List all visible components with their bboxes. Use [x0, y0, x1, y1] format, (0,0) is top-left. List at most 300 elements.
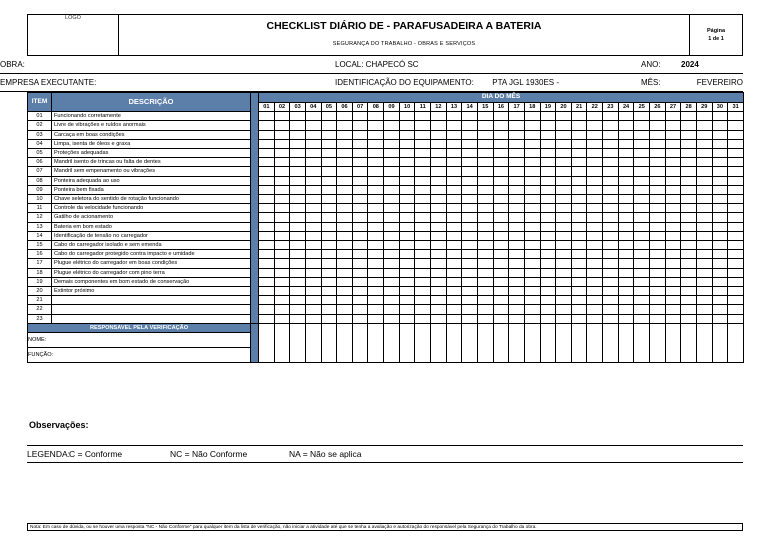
- day-check-cell[interactable]: [650, 121, 666, 130]
- day-check-cell[interactable]: [634, 121, 650, 130]
- day-check-cell[interactable]: [493, 222, 509, 231]
- day-check-cell[interactable]: [493, 259, 509, 268]
- day-check-cell[interactable]: [665, 314, 681, 323]
- day-check-cell[interactable]: [259, 250, 275, 259]
- day-check-cell[interactable]: [571, 204, 587, 213]
- day-check-cell[interactable]: [384, 176, 400, 185]
- day-check-cell[interactable]: [587, 204, 603, 213]
- day-check-cell[interactable]: [509, 176, 525, 185]
- day-check-cell[interactable]: [446, 130, 462, 139]
- day-check-cell[interactable]: [509, 305, 525, 314]
- day-check-cell[interactable]: [696, 158, 712, 167]
- day-check-cell[interactable]: [352, 149, 368, 158]
- day-check-cell[interactable]: [634, 139, 650, 148]
- day-check-cell[interactable]: [571, 296, 587, 305]
- day-check-cell[interactable]: [493, 130, 509, 139]
- day-signature-cell[interactable]: [431, 323, 447, 362]
- day-check-cell[interactable]: [399, 259, 415, 268]
- day-check-cell[interactable]: [477, 139, 493, 148]
- day-check-cell[interactable]: [712, 204, 728, 213]
- day-check-cell[interactable]: [650, 268, 666, 277]
- day-check-cell[interactable]: [681, 185, 697, 194]
- day-check-cell[interactable]: [587, 231, 603, 240]
- day-check-cell[interactable]: [556, 305, 572, 314]
- day-check-cell[interactable]: [337, 277, 353, 286]
- day-signature-cell[interactable]: [290, 323, 306, 362]
- day-check-cell[interactable]: [556, 176, 572, 185]
- day-check-cell[interactable]: [477, 130, 493, 139]
- day-check-cell[interactable]: [415, 287, 431, 296]
- day-check-cell[interactable]: [618, 167, 634, 176]
- day-check-cell[interactable]: [665, 287, 681, 296]
- day-check-cell[interactable]: [259, 195, 275, 204]
- day-check-cell[interactable]: [274, 149, 290, 158]
- day-check-cell[interactable]: [618, 130, 634, 139]
- day-check-cell[interactable]: [415, 185, 431, 194]
- day-check-cell[interactable]: [665, 158, 681, 167]
- day-check-cell[interactable]: [509, 314, 525, 323]
- day-signature-cell[interactable]: [509, 323, 525, 362]
- day-check-cell[interactable]: [603, 195, 619, 204]
- day-check-cell[interactable]: [728, 149, 744, 158]
- day-check-cell[interactable]: [305, 139, 321, 148]
- day-signature-cell[interactable]: [540, 323, 556, 362]
- day-check-cell[interactable]: [587, 250, 603, 259]
- day-check-cell[interactable]: [493, 158, 509, 167]
- day-check-cell[interactable]: [462, 314, 478, 323]
- day-check-cell[interactable]: [305, 314, 321, 323]
- day-check-cell[interactable]: [650, 250, 666, 259]
- day-check-cell[interactable]: [509, 204, 525, 213]
- day-check-cell[interactable]: [337, 121, 353, 130]
- day-check-cell[interactable]: [274, 305, 290, 314]
- day-check-cell[interactable]: [384, 250, 400, 259]
- day-check-cell[interactable]: [462, 149, 478, 158]
- day-check-cell[interactable]: [399, 176, 415, 185]
- day-check-cell[interactable]: [477, 112, 493, 121]
- day-check-cell[interactable]: [556, 241, 572, 250]
- day-check-cell[interactable]: [477, 158, 493, 167]
- day-check-cell[interactable]: [290, 139, 306, 148]
- day-check-cell[interactable]: [259, 121, 275, 130]
- day-check-cell[interactable]: [384, 112, 400, 121]
- day-check-cell[interactable]: [321, 296, 337, 305]
- day-check-cell[interactable]: [352, 314, 368, 323]
- day-check-cell[interactable]: [446, 167, 462, 176]
- day-check-cell[interactable]: [274, 231, 290, 240]
- day-check-cell[interactable]: [274, 121, 290, 130]
- day-check-cell[interactable]: [384, 222, 400, 231]
- day-check-cell[interactable]: [728, 277, 744, 286]
- day-check-cell[interactable]: [305, 305, 321, 314]
- day-check-cell[interactable]: [603, 139, 619, 148]
- day-check-cell[interactable]: [634, 195, 650, 204]
- day-check-cell[interactable]: [477, 231, 493, 240]
- day-check-cell[interactable]: [446, 222, 462, 231]
- day-check-cell[interactable]: [337, 241, 353, 250]
- day-check-cell[interactable]: [712, 158, 728, 167]
- day-check-cell[interactable]: [509, 287, 525, 296]
- day-check-cell[interactable]: [665, 277, 681, 286]
- day-check-cell[interactable]: [415, 139, 431, 148]
- day-check-cell[interactable]: [462, 241, 478, 250]
- day-check-cell[interactable]: [603, 204, 619, 213]
- day-check-cell[interactable]: [462, 176, 478, 185]
- day-check-cell[interactable]: [431, 139, 447, 148]
- day-check-cell[interactable]: [540, 287, 556, 296]
- day-check-cell[interactable]: [728, 259, 744, 268]
- day-check-cell[interactable]: [305, 296, 321, 305]
- day-check-cell[interactable]: [352, 287, 368, 296]
- day-check-cell[interactable]: [368, 250, 384, 259]
- day-check-cell[interactable]: [259, 241, 275, 250]
- day-check-cell[interactable]: [290, 241, 306, 250]
- day-check-cell[interactable]: [337, 176, 353, 185]
- day-check-cell[interactable]: [650, 241, 666, 250]
- day-check-cell[interactable]: [587, 314, 603, 323]
- day-check-cell[interactable]: [399, 149, 415, 158]
- day-check-cell[interactable]: [477, 213, 493, 222]
- day-check-cell[interactable]: [477, 176, 493, 185]
- day-check-cell[interactable]: [556, 167, 572, 176]
- day-check-cell[interactable]: [477, 287, 493, 296]
- day-check-cell[interactable]: [274, 213, 290, 222]
- day-check-cell[interactable]: [399, 222, 415, 231]
- day-check-cell[interactable]: [431, 213, 447, 222]
- day-check-cell[interactable]: [509, 231, 525, 240]
- day-check-cell[interactable]: [634, 158, 650, 167]
- day-check-cell[interactable]: [384, 213, 400, 222]
- day-check-cell[interactable]: [524, 213, 540, 222]
- day-check-cell[interactable]: [399, 277, 415, 286]
- day-check-cell[interactable]: [696, 314, 712, 323]
- day-check-cell[interactable]: [368, 314, 384, 323]
- day-check-cell[interactable]: [650, 314, 666, 323]
- day-check-cell[interactable]: [681, 305, 697, 314]
- day-check-cell[interactable]: [415, 149, 431, 158]
- day-signature-cell[interactable]: [462, 323, 478, 362]
- day-check-cell[interactable]: [305, 112, 321, 121]
- day-check-cell[interactable]: [259, 231, 275, 240]
- day-check-cell[interactable]: [352, 250, 368, 259]
- day-check-cell[interactable]: [712, 121, 728, 130]
- day-check-cell[interactable]: [603, 241, 619, 250]
- day-signature-cell[interactable]: [274, 323, 290, 362]
- day-check-cell[interactable]: [603, 314, 619, 323]
- day-check-cell[interactable]: [696, 149, 712, 158]
- day-check-cell[interactable]: [634, 112, 650, 121]
- day-check-cell[interactable]: [431, 185, 447, 194]
- day-check-cell[interactable]: [290, 213, 306, 222]
- day-check-cell[interactable]: [477, 185, 493, 194]
- day-check-cell[interactable]: [540, 268, 556, 277]
- day-check-cell[interactable]: [399, 204, 415, 213]
- day-check-cell[interactable]: [696, 268, 712, 277]
- day-check-cell[interactable]: [571, 259, 587, 268]
- day-check-cell[interactable]: [728, 176, 744, 185]
- day-check-cell[interactable]: [368, 231, 384, 240]
- day-check-cell[interactable]: [384, 277, 400, 286]
- day-check-cell[interactable]: [587, 213, 603, 222]
- day-check-cell[interactable]: [462, 250, 478, 259]
- day-check-cell[interactable]: [415, 121, 431, 130]
- day-check-cell[interactable]: [665, 130, 681, 139]
- day-check-cell[interactable]: [728, 158, 744, 167]
- day-check-cell[interactable]: [603, 213, 619, 222]
- day-check-cell[interactable]: [696, 195, 712, 204]
- day-check-cell[interactable]: [337, 287, 353, 296]
- day-check-cell[interactable]: [305, 222, 321, 231]
- day-check-cell[interactable]: [368, 259, 384, 268]
- day-check-cell[interactable]: [618, 222, 634, 231]
- day-check-cell[interactable]: [571, 121, 587, 130]
- day-check-cell[interactable]: [634, 167, 650, 176]
- day-check-cell[interactable]: [274, 185, 290, 194]
- day-check-cell[interactable]: [587, 121, 603, 130]
- day-check-cell[interactable]: [634, 268, 650, 277]
- day-check-cell[interactable]: [290, 231, 306, 240]
- day-check-cell[interactable]: [571, 185, 587, 194]
- day-check-cell[interactable]: [415, 231, 431, 240]
- day-check-cell[interactable]: [493, 287, 509, 296]
- day-check-cell[interactable]: [321, 314, 337, 323]
- day-check-cell[interactable]: [728, 222, 744, 231]
- empresa-field[interactable]: [0, 74, 335, 92]
- day-check-cell[interactable]: [431, 167, 447, 176]
- day-check-cell[interactable]: [321, 167, 337, 176]
- day-check-cell[interactable]: [728, 305, 744, 314]
- day-check-cell[interactable]: [274, 314, 290, 323]
- day-check-cell[interactable]: [462, 231, 478, 240]
- day-check-cell[interactable]: [290, 130, 306, 139]
- day-check-cell[interactable]: [587, 241, 603, 250]
- day-check-cell[interactable]: [587, 158, 603, 167]
- day-check-cell[interactable]: [634, 241, 650, 250]
- day-check-cell[interactable]: [571, 231, 587, 240]
- day-check-cell[interactable]: [634, 259, 650, 268]
- day-check-cell[interactable]: [305, 241, 321, 250]
- day-check-cell[interactable]: [540, 195, 556, 204]
- day-check-cell[interactable]: [650, 296, 666, 305]
- day-check-cell[interactable]: [493, 195, 509, 204]
- day-check-cell[interactable]: [712, 314, 728, 323]
- day-check-cell[interactable]: [603, 222, 619, 231]
- day-check-cell[interactable]: [337, 250, 353, 259]
- day-check-cell[interactable]: [634, 231, 650, 240]
- day-check-cell[interactable]: [712, 305, 728, 314]
- day-check-cell[interactable]: [618, 250, 634, 259]
- day-check-cell[interactable]: [587, 185, 603, 194]
- day-check-cell[interactable]: [477, 277, 493, 286]
- day-check-cell[interactable]: [431, 314, 447, 323]
- day-check-cell[interactable]: [431, 259, 447, 268]
- day-check-cell[interactable]: [524, 268, 540, 277]
- day-check-cell[interactable]: [571, 222, 587, 231]
- day-check-cell[interactable]: [571, 130, 587, 139]
- day-check-cell[interactable]: [321, 241, 337, 250]
- day-check-cell[interactable]: [290, 305, 306, 314]
- day-signature-cell[interactable]: [696, 323, 712, 362]
- day-signature-cell[interactable]: [634, 323, 650, 362]
- day-check-cell[interactable]: [587, 287, 603, 296]
- day-check-cell[interactable]: [634, 222, 650, 231]
- day-check-cell[interactable]: [290, 185, 306, 194]
- day-check-cell[interactable]: [696, 204, 712, 213]
- day-check-cell[interactable]: [696, 121, 712, 130]
- day-check-cell[interactable]: [368, 222, 384, 231]
- day-check-cell[interactable]: [352, 176, 368, 185]
- day-check-cell[interactable]: [540, 305, 556, 314]
- day-check-cell[interactable]: [540, 204, 556, 213]
- day-check-cell[interactable]: [446, 296, 462, 305]
- day-signature-cell[interactable]: [477, 323, 493, 362]
- day-check-cell[interactable]: [368, 195, 384, 204]
- day-check-cell[interactable]: [696, 112, 712, 121]
- day-check-cell[interactable]: [681, 213, 697, 222]
- day-check-cell[interactable]: [384, 259, 400, 268]
- day-check-cell[interactable]: [696, 250, 712, 259]
- day-check-cell[interactable]: [431, 277, 447, 286]
- day-check-cell[interactable]: [493, 167, 509, 176]
- day-check-cell[interactable]: [696, 305, 712, 314]
- day-check-cell[interactable]: [681, 167, 697, 176]
- day-check-cell[interactable]: [290, 259, 306, 268]
- day-check-cell[interactable]: [446, 185, 462, 194]
- day-check-cell[interactable]: [321, 204, 337, 213]
- day-check-cell[interactable]: [524, 222, 540, 231]
- day-check-cell[interactable]: [431, 112, 447, 121]
- day-check-cell[interactable]: [524, 130, 540, 139]
- day-check-cell[interactable]: [384, 231, 400, 240]
- day-check-cell[interactable]: [321, 185, 337, 194]
- day-check-cell[interactable]: [462, 121, 478, 130]
- day-signature-cell[interactable]: [556, 323, 572, 362]
- day-check-cell[interactable]: [634, 176, 650, 185]
- day-check-cell[interactable]: [290, 176, 306, 185]
- day-check-cell[interactable]: [540, 259, 556, 268]
- day-check-cell[interactable]: [259, 130, 275, 139]
- day-check-cell[interactable]: [681, 204, 697, 213]
- day-check-cell[interactable]: [634, 213, 650, 222]
- day-check-cell[interactable]: [634, 287, 650, 296]
- day-check-cell[interactable]: [259, 314, 275, 323]
- day-signature-cell[interactable]: [446, 323, 462, 362]
- day-check-cell[interactable]: [728, 195, 744, 204]
- day-check-cell[interactable]: [399, 231, 415, 240]
- day-check-cell[interactable]: [384, 167, 400, 176]
- day-check-cell[interactable]: [337, 130, 353, 139]
- day-check-cell[interactable]: [352, 268, 368, 277]
- day-check-cell[interactable]: [665, 250, 681, 259]
- day-check-cell[interactable]: [728, 231, 744, 240]
- day-check-cell[interactable]: [446, 231, 462, 240]
- day-check-cell[interactable]: [587, 176, 603, 185]
- day-check-cell[interactable]: [446, 277, 462, 286]
- day-check-cell[interactable]: [665, 259, 681, 268]
- day-check-cell[interactable]: [462, 296, 478, 305]
- day-check-cell[interactable]: [603, 158, 619, 167]
- day-check-cell[interactable]: [603, 305, 619, 314]
- day-check-cell[interactable]: [305, 195, 321, 204]
- day-check-cell[interactable]: [618, 296, 634, 305]
- day-check-cell[interactable]: [259, 277, 275, 286]
- day-signature-cell[interactable]: [493, 323, 509, 362]
- day-check-cell[interactable]: [712, 277, 728, 286]
- day-check-cell[interactable]: [368, 130, 384, 139]
- day-check-cell[interactable]: [618, 112, 634, 121]
- day-check-cell[interactable]: [399, 195, 415, 204]
- day-check-cell[interactable]: [696, 259, 712, 268]
- day-check-cell[interactable]: [556, 296, 572, 305]
- day-check-cell[interactable]: [477, 222, 493, 231]
- day-check-cell[interactable]: [540, 158, 556, 167]
- day-check-cell[interactable]: [446, 112, 462, 121]
- day-check-cell[interactable]: [618, 231, 634, 240]
- day-check-cell[interactable]: [634, 130, 650, 139]
- day-check-cell[interactable]: [728, 250, 744, 259]
- day-check-cell[interactable]: [477, 195, 493, 204]
- day-check-cell[interactable]: [368, 268, 384, 277]
- day-check-cell[interactable]: [618, 259, 634, 268]
- day-check-cell[interactable]: [337, 158, 353, 167]
- day-check-cell[interactable]: [618, 204, 634, 213]
- day-signature-cell[interactable]: [368, 323, 384, 362]
- day-check-cell[interactable]: [305, 176, 321, 185]
- day-check-cell[interactable]: [384, 287, 400, 296]
- day-check-cell[interactable]: [728, 130, 744, 139]
- day-check-cell[interactable]: [352, 241, 368, 250]
- day-check-cell[interactable]: [571, 241, 587, 250]
- day-check-cell[interactable]: [462, 277, 478, 286]
- day-check-cell[interactable]: [321, 287, 337, 296]
- day-check-cell[interactable]: [352, 277, 368, 286]
- day-check-cell[interactable]: [712, 268, 728, 277]
- day-check-cell[interactable]: [259, 149, 275, 158]
- day-check-cell[interactable]: [415, 112, 431, 121]
- day-check-cell[interactable]: [274, 167, 290, 176]
- day-check-cell[interactable]: [305, 149, 321, 158]
- day-check-cell[interactable]: [321, 149, 337, 158]
- day-check-cell[interactable]: [603, 296, 619, 305]
- day-check-cell[interactable]: [274, 176, 290, 185]
- day-check-cell[interactable]: [650, 231, 666, 240]
- day-check-cell[interactable]: [368, 176, 384, 185]
- day-check-cell[interactable]: [321, 139, 337, 148]
- day-check-cell[interactable]: [556, 112, 572, 121]
- day-check-cell[interactable]: [650, 158, 666, 167]
- day-check-cell[interactable]: [650, 213, 666, 222]
- day-check-cell[interactable]: [462, 305, 478, 314]
- day-check-cell[interactable]: [399, 268, 415, 277]
- day-check-cell[interactable]: [696, 130, 712, 139]
- day-check-cell[interactable]: [712, 231, 728, 240]
- day-signature-cell[interactable]: [618, 323, 634, 362]
- day-check-cell[interactable]: [634, 314, 650, 323]
- day-check-cell[interactable]: [352, 222, 368, 231]
- day-check-cell[interactable]: [415, 222, 431, 231]
- day-check-cell[interactable]: [399, 314, 415, 323]
- day-check-cell[interactable]: [368, 112, 384, 121]
- day-check-cell[interactable]: [650, 139, 666, 148]
- day-check-cell[interactable]: [352, 296, 368, 305]
- day-check-cell[interactable]: [352, 259, 368, 268]
- day-check-cell[interactable]: [728, 268, 744, 277]
- day-check-cell[interactable]: [399, 241, 415, 250]
- day-signature-cell[interactable]: [399, 323, 415, 362]
- day-check-cell[interactable]: [681, 241, 697, 250]
- day-check-cell[interactable]: [509, 158, 525, 167]
- day-check-cell[interactable]: [618, 241, 634, 250]
